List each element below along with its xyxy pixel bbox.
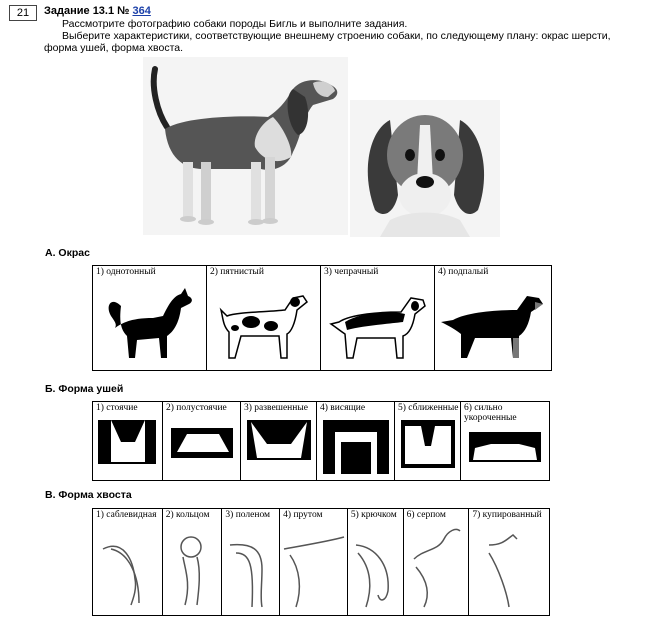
tail-option-label: 3) поленом xyxy=(225,510,271,520)
ears-option-label: 3) развешенные xyxy=(244,403,308,413)
instruction-line-2: Выберите характеристики, соответствующие внешнему строению собаки, по следующему плану: окрас шерсти, xyxy=(62,30,611,42)
coat-option-label: 1) однотонный xyxy=(96,267,156,277)
close-set-ears-icon xyxy=(395,402,461,480)
ears-options-table xyxy=(92,401,550,481)
docked-tail-icon xyxy=(469,509,549,615)
tail-option-1 xyxy=(93,509,163,615)
coat-option-label: 4) подпалый xyxy=(438,267,489,277)
beagle-head-photo xyxy=(350,100,500,237)
coat-options-table xyxy=(92,265,552,371)
coat-option-3 xyxy=(321,266,435,370)
sabre-tail-icon xyxy=(93,509,163,615)
coat-option-1 xyxy=(93,266,207,370)
beagle-head-drawing xyxy=(350,100,500,237)
tail-option-7 xyxy=(469,509,549,615)
beagle-body-drawing xyxy=(143,57,348,235)
task-title-prefix: Задание 13.1 № xyxy=(44,5,133,17)
tail-option-5 xyxy=(348,509,404,615)
instruction-line-3: форма ушей, форма хвоста. xyxy=(44,42,184,54)
tail-option-label: 7) купированный xyxy=(472,510,542,520)
beagle-full-body-photo xyxy=(143,57,348,235)
ears-option-label: 4) висящие xyxy=(320,403,366,413)
ears-option-label: 6) сильно xyxy=(464,403,503,413)
task-number: 21 xyxy=(16,7,30,19)
coat-option-label: 3) чепрачный xyxy=(324,267,379,277)
tail-option-4 xyxy=(280,509,348,615)
instruction-line-1: Рассмотрите фотографию собаки породы Бигль и выполните задания. xyxy=(62,18,408,30)
task-link[interactable]: 364 xyxy=(132,5,151,17)
ears-option-label: 1) стоячие xyxy=(96,403,138,413)
hook-tail-icon xyxy=(348,509,404,615)
ears-option-3 xyxy=(241,402,317,480)
log-tail-icon xyxy=(222,509,280,615)
rod-tail-icon xyxy=(280,509,348,615)
ears-option-label: 2) полустоячие xyxy=(166,403,227,413)
cropped-ears-icon xyxy=(461,402,549,480)
tail-option-3 xyxy=(222,509,280,615)
tan-marked-dog-icon xyxy=(435,266,551,370)
coat-option-4 xyxy=(435,266,551,370)
tail-option-6 xyxy=(404,509,470,615)
tail-option-label: 2) кольцом xyxy=(165,510,210,520)
tail-section-title: В. Форма хвоста xyxy=(45,489,132,501)
spotted-dog-icon xyxy=(207,266,321,370)
spread-ears-icon xyxy=(241,402,317,480)
tail-option-label: 1) саблевидная xyxy=(96,510,157,520)
task-number-box xyxy=(9,5,37,21)
task-title xyxy=(44,5,151,17)
ears-option-5 xyxy=(395,402,461,480)
ring-tail-icon xyxy=(163,509,223,615)
erect-ears-icon xyxy=(93,402,163,480)
tail-options-table xyxy=(92,508,550,616)
tail-option-label: 5) крючком xyxy=(350,510,397,520)
coat-section-title: А. Окрас xyxy=(45,247,90,259)
ears-option-label: 5) сближенные xyxy=(398,403,459,413)
semi-erect-ears-icon xyxy=(163,402,241,480)
drooping-ears-icon xyxy=(317,402,395,480)
ears-option-label-line2: укороченные xyxy=(464,413,517,423)
coat-option-label: 2) пятнистый xyxy=(210,267,264,277)
tail-option-label: 6) серпом xyxy=(406,510,446,520)
coat-option-2 xyxy=(207,266,321,370)
saddle-dog-icon xyxy=(321,266,435,370)
ears-option-6 xyxy=(461,402,549,480)
ears-option-4 xyxy=(317,402,395,480)
ears-option-1 xyxy=(93,402,163,480)
tail-option-label: 4) прутом xyxy=(283,510,323,520)
ears-option-2 xyxy=(163,402,241,480)
solid-dog-icon xyxy=(93,266,207,370)
sickle-tail-icon xyxy=(404,509,470,615)
tail-option-2 xyxy=(163,509,223,615)
ears-section-title: Б. Форма ушей xyxy=(45,383,124,395)
